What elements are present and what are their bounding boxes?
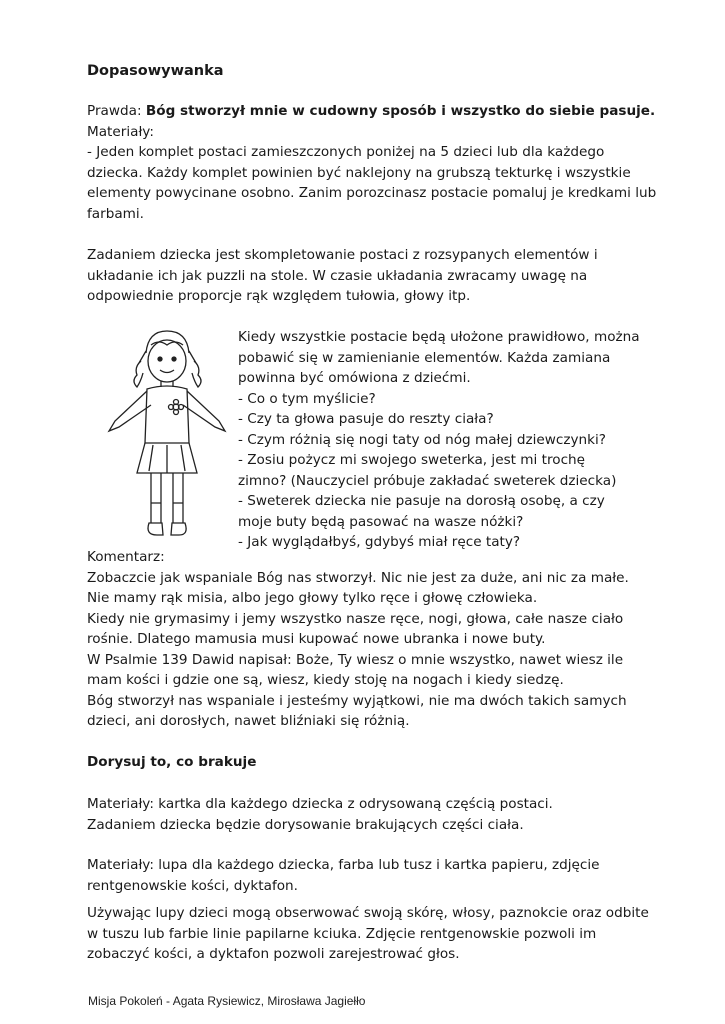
right-line: moje buty będą pasować na wasze nóżki? xyxy=(238,513,524,530)
truth-label: Prawda: xyxy=(87,103,142,119)
right-line: - Sweterek dziecka nie pasuje na dorosłą osobę, a czy xyxy=(238,493,605,509)
page-footer: Misja Pokoleń - Agata Rysiewicz, Mirosława Jagiełło xyxy=(88,994,366,1008)
right-line: powinna być omówiona z dziećmi. xyxy=(238,370,471,386)
section2-line: Zadaniem dziecka będzie dorysowanie brakujących części ciała. xyxy=(87,816,524,833)
girl-figure-illustration xyxy=(101,323,231,548)
section4-block xyxy=(87,903,647,965)
task-line: odpowiednie proporcje rąk względem tułowia, głowy itp. xyxy=(87,288,471,304)
materials-line: farbami. xyxy=(87,205,145,222)
comment-line: rośnie. Dlatego mamusia musi kupować nowe ubranka i nowe buty. xyxy=(87,631,546,647)
truth-line xyxy=(87,101,656,122)
right-line: - Zosiu pożycz mi swojego sweterka, jest mi trochę xyxy=(238,452,586,468)
section4-line: w tuszu lub farbie linie papilarne kciuka. Zdjęcie rentgenowskie pozwoli im xyxy=(87,925,597,942)
section4-line: Używając lupy dzieci mogą obserwować swoją skórę, włosy, paznokcie oraz odbite xyxy=(87,905,649,921)
materials-line: elementy powycinane osobno. Zanim porozcinasz postacie pomaluj je kredkami lub xyxy=(87,185,657,201)
comment-label: Komentarz: xyxy=(87,549,165,565)
materials-line: - Jeden komplet postaci zamieszczonych poniżej na 5 dzieci lub dla każdego xyxy=(87,144,605,160)
right-line: - Co o tym myślicie? xyxy=(238,390,376,407)
right-line: Kiedy wszystkie postacie będą ułożone prawidłowo, można xyxy=(238,329,640,345)
task-block xyxy=(87,245,647,307)
truth-block xyxy=(87,101,657,224)
section3-line: Materiały: lupa dla każdego dziecka, farba lub tusz i kartka papieru, zdjęcie xyxy=(87,857,600,873)
section3-line: rentgenowskie kości, dyktafon. xyxy=(87,877,298,894)
section4-line: zobaczyć kości, a dyktafon pozwoli zarejestrować głos. xyxy=(87,946,460,962)
comment-line: Kiedy nie grymasimy i jemy wszystko nasze ręce, nogi, głowa, całe nasze ciało xyxy=(87,610,624,627)
comment-line: Bóg stworzył nas wspaniale i jesteśmy wyjątkowi, nie ma dwóch takich samych xyxy=(87,692,627,709)
comment-line: Zobaczcie jak wspaniale Bóg nas stworzył. Nic nie jest za duże, ani nic za małe. xyxy=(87,569,629,586)
task-line: Zadaniem dziecka jest skompletowanie postaci z rozsypanych elementów i xyxy=(87,247,598,263)
comment-line: Nie mamy rąk misia, albo jego głowy tylko ręce i głowę człowieka. xyxy=(87,590,538,606)
comment-line: W Psalmie 139 Dawid napisał: Boże, Ty wiesz o mnie wszystko, nawet wiesz ile xyxy=(87,651,624,668)
right-line: - Czy ta głowa pasuje do reszty ciała? xyxy=(238,411,494,427)
materials-label: Materiały: xyxy=(87,123,154,140)
right-line: - Jak wyglądałbyś, gdybyś miał ręce taty? xyxy=(238,534,521,550)
comment-block xyxy=(87,547,647,732)
right-line: pobawić się w zamienianie elementów. Każda zamiana xyxy=(238,349,611,366)
right-line: - Czym różnią się nogi taty od nóg małej dziewczynki? xyxy=(238,431,607,448)
truth-text: Bóg stworzył mnie w cudowny sposób i wszystko do siebie pasuje. xyxy=(145,103,656,119)
comment-line: dzieci, ani dorosłych, nawet bliźniaki się różnią. xyxy=(87,713,410,729)
section2-title: Dorysuj to, co brakuje xyxy=(87,754,257,770)
section2-block xyxy=(87,794,647,835)
section3-block xyxy=(87,855,647,896)
materials-line: dziecka. Każdy komplet powinien być naklejony na grubszą tekturkę i wszystkie xyxy=(87,164,631,181)
section2-heading-block xyxy=(87,752,647,773)
right-column-text xyxy=(238,327,658,553)
task-line: układanie ich jak puzzli na stole. W czasie układania zwracamy uwagę na xyxy=(87,267,588,284)
right-line: zimno? (Nauczyciel próbuje zakładać sweterek dziecka) xyxy=(238,472,617,489)
section2-line: Materiały: kartka dla każdego dziecka z odrysowaną częścią postaci. xyxy=(87,796,553,812)
page-title: Dopasowywanka xyxy=(87,63,224,79)
comment-line: mam kości i gdzie one są, wiesz, kiedy stoję na nogach i kiedy siedzę. xyxy=(87,672,564,688)
